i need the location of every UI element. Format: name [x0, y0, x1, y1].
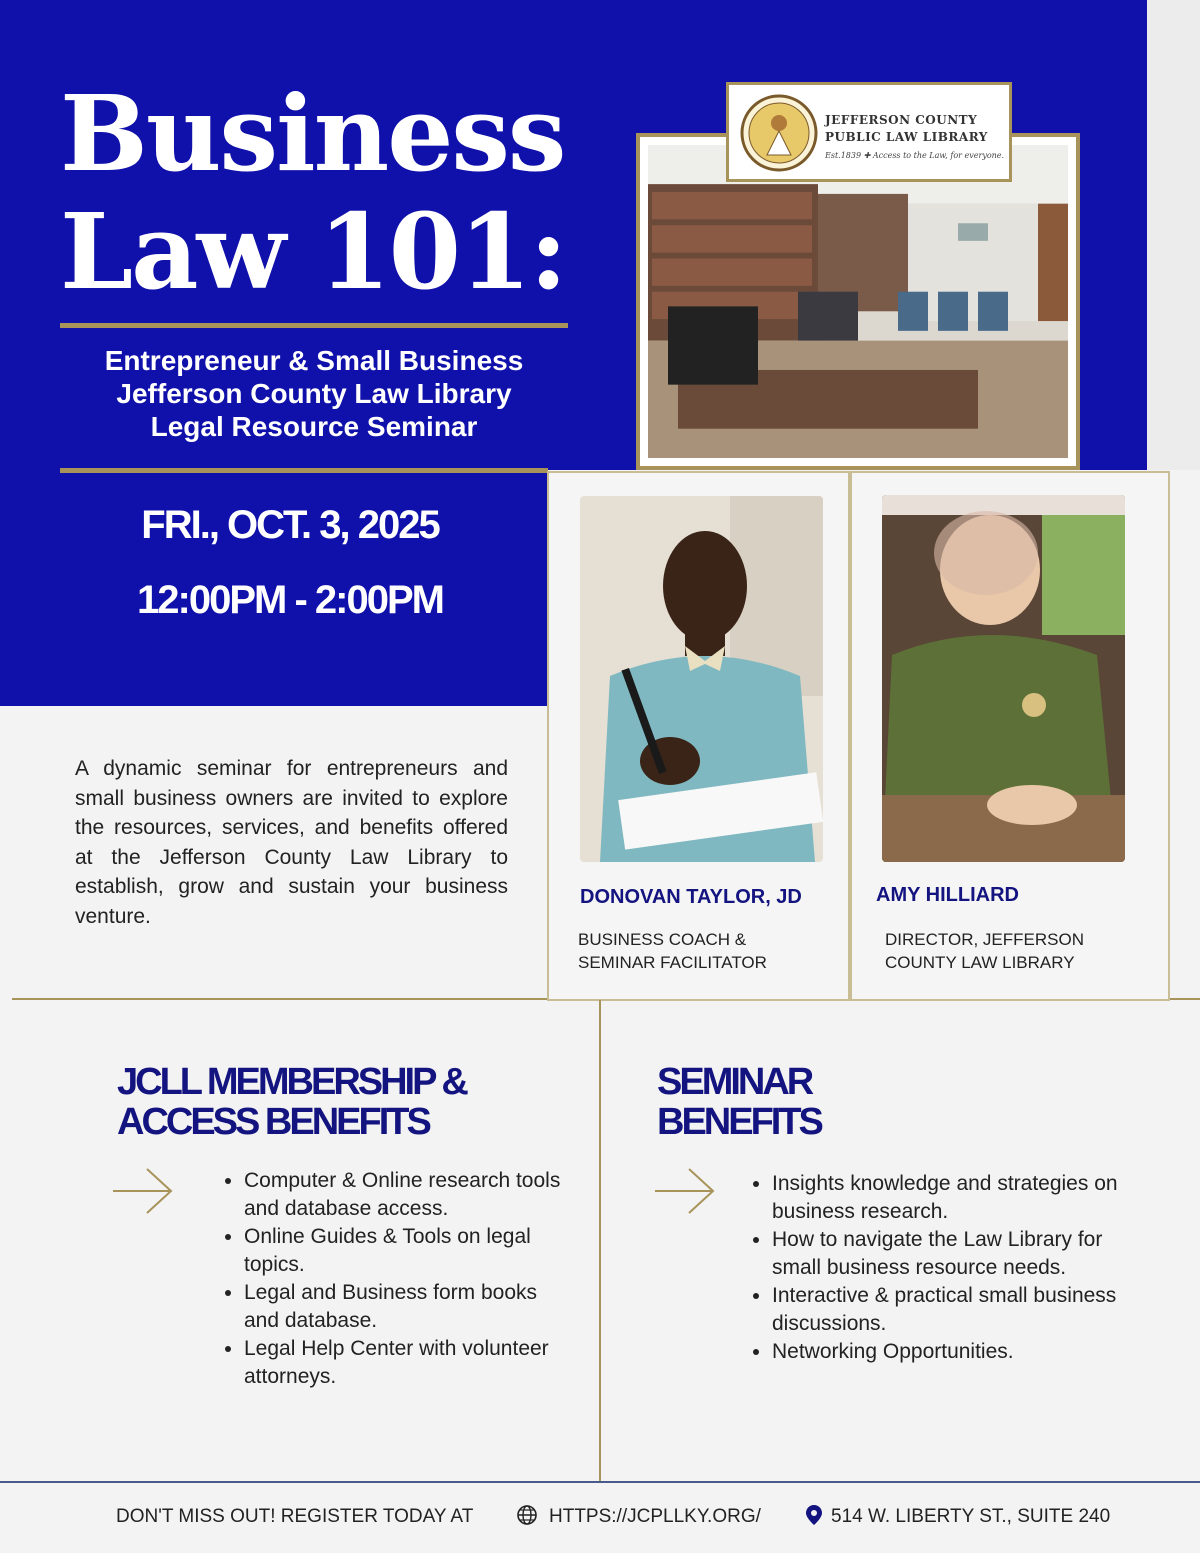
speaker-portrait-icon: [882, 495, 1125, 862]
speaker-name-2: AMY HILLIARD: [876, 884, 1019, 906]
logo-tagline: Est.1839 ✚ Access to the Law, for everyone.: [825, 151, 1005, 160]
footer-divider: [0, 1481, 1200, 1483]
list-item: • Legal Help Center with volunteer attorneys.: [244, 1335, 564, 1391]
speaker-name-1: DONOVAN TAYLOR, JD: [580, 886, 802, 908]
seminar-title-line-2: BENEFITS: [657, 1101, 821, 1143]
membership-title-line-2: ACCESS BENEFITS: [117, 1101, 429, 1143]
column-divider: [599, 1000, 601, 1481]
logo-text-line-1: JEFFERSON COUNTY: [825, 113, 978, 127]
speaker-portrait-icon: [580, 496, 823, 862]
side-strip: [1147, 0, 1200, 470]
footer-cta: DON'T MISS OUT! REGISTER TODAY AT: [116, 1506, 474, 1527]
speaker-role-1: [578, 928, 767, 974]
arrow-right-icon: [113, 1167, 173, 1217]
section-divider: [12, 998, 547, 1000]
subtitle-line-3: Legal Resource Seminar: [150, 411, 478, 442]
library-seal-icon: [739, 93, 819, 173]
seminar-description: A dynamic seminar for entrepreneurs and small business owners are invited to explore the resources, services, and benefits offered at the Jefferson County Law Library to establish, grow and sustain your business venture.: [75, 757, 508, 928]
speaker-role-2: [885, 928, 1084, 974]
list-item: • How to navigate the Law Library for small business resource needs.: [772, 1226, 1152, 1282]
speaker-role-2-line-2: COUNTY LAW LIBRARY: [885, 953, 1075, 972]
seminar-title: [657, 1062, 821, 1142]
list-item: • Online Guides & Tools on legal topics.: [244, 1223, 564, 1279]
event-time: 12:00PM - 2:00PM: [137, 578, 443, 622]
logo-text-line-2: PUBLIC LAW LIBRARY: [825, 130, 988, 144]
speaker-role-1-line-1: BUSINESS COACH &: [578, 930, 747, 949]
subtitle-line-1: Entrepreneur & Small Business: [104, 345, 524, 376]
divider: [60, 323, 568, 328]
seminar-title-line-1: SEMINAR: [657, 1061, 812, 1103]
location-pin-icon: [803, 1504, 825, 1526]
divider: [60, 468, 548, 473]
seminar-benefits-list: [744, 1170, 1152, 1366]
library-photo-frame: [636, 133, 1080, 470]
list-item: • Legal and Business form books and database.: [244, 1279, 564, 1335]
page-title: [60, 72, 600, 313]
footer-address: 514 W. LIBERTY ST., SUITE 240: [831, 1506, 1111, 1527]
arrow-right-icon: [655, 1167, 715, 1217]
library-logo: [726, 82, 1012, 182]
list-item: • Insights knowledge and strategies on business research.: [772, 1170, 1152, 1226]
membership-title-line-1: JCLL MEMBERSHIP &: [117, 1061, 466, 1103]
title-line-2: Law 101:: [60, 190, 566, 313]
list-item: • Interactive & practical small business discussions.: [772, 1282, 1152, 1338]
list-item: • Computer & Online research tools and database access.: [244, 1167, 564, 1223]
membership-benefits-list: [216, 1167, 564, 1391]
speaker-role-2-line-1: DIRECTOR, JEFFERSON: [885, 930, 1084, 949]
speaker-role-1-line-2: SEMINAR FACILITATOR: [578, 953, 767, 972]
list-item: • Networking Opportunities.: [772, 1338, 1152, 1366]
membership-title: [117, 1062, 466, 1142]
library-photo: [648, 145, 1068, 458]
website-link[interactable]: HTTPS://JCPLLKY.ORG/: [549, 1506, 761, 1527]
speaker-photo-donovan: [580, 496, 823, 862]
globe-icon: [516, 1504, 538, 1526]
section-divider: [1170, 998, 1200, 1000]
event-date: FRI., OCT. 3, 2025: [141, 503, 439, 547]
subtitle-line-2: Jefferson County Law Library: [116, 378, 512, 409]
subtitle: [60, 344, 568, 443]
title-line-1: Business: [60, 72, 565, 195]
speaker-photo-amy: [882, 495, 1125, 862]
